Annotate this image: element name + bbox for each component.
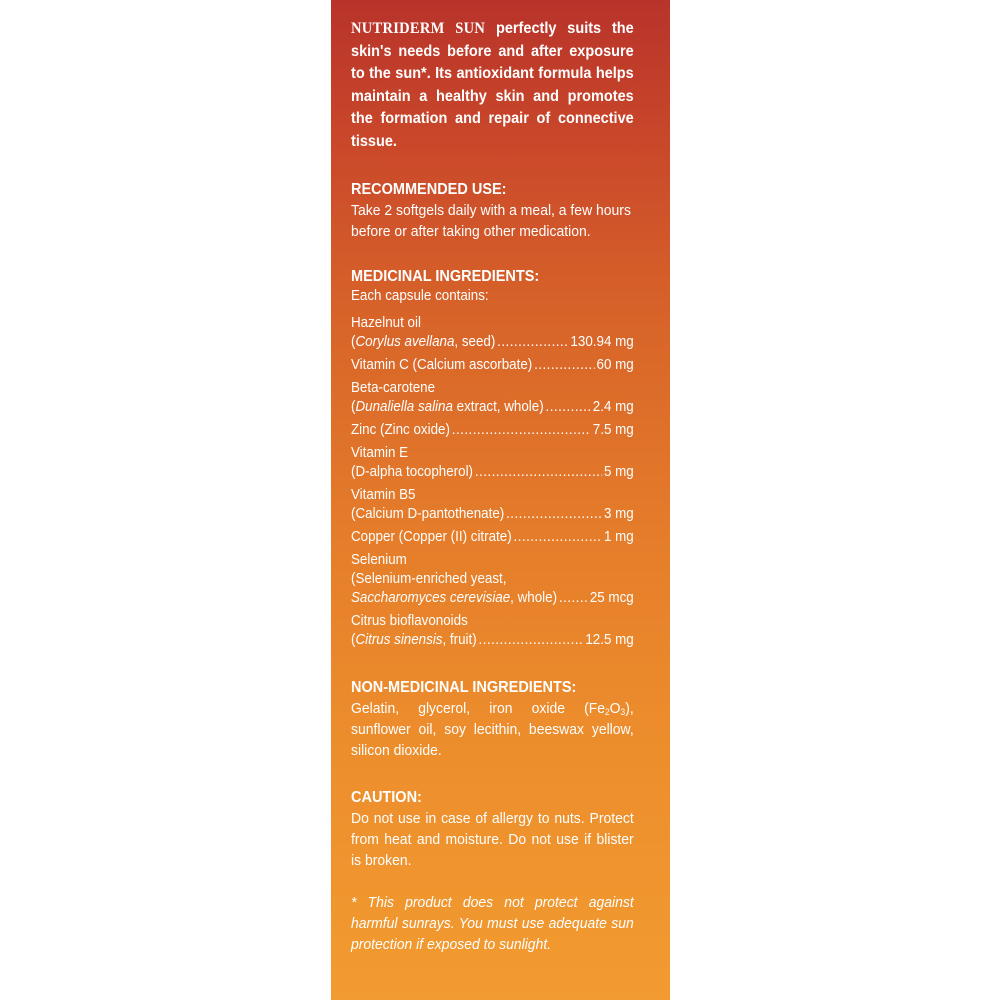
ingredient-line: [351, 421, 634, 440]
dot-leader: [506, 505, 602, 524]
caution-heading: CAUTION:: [351, 789, 422, 806]
panel-content: [351, 18, 634, 955]
ingredient-name: Citrus bioflavonoids: [351, 613, 468, 629]
ingredient-detail-text: (: [351, 399, 356, 415]
dot-leader: [559, 589, 588, 608]
ingredient-detail-text: (D-alpha tocopherol): [351, 464, 474, 480]
ingredient-amount: 130.94 mg: [570, 334, 634, 350]
caution-section: [351, 788, 634, 871]
ingredient-item: [351, 421, 634, 440]
ingredient-detail-text: (: [351, 334, 356, 350]
ingredient-name: Selenium: [351, 552, 407, 568]
ingredient-name: Beta-carotene: [351, 380, 436, 396]
ingredient-detail: [351, 505, 504, 524]
ingredient-latin-name: Saccharomyces cerevisiae: [351, 590, 511, 606]
medicinal-ingredients-heading: MEDICINAL INGREDIENTS:: [351, 268, 540, 285]
medicinal-ingredients-section: [351, 267, 634, 650]
ingredient-line: [351, 528, 634, 547]
ingredient-item: [351, 314, 634, 352]
recommended-use-heading: RECOMMENDED USE:: [351, 181, 507, 198]
ingredient-detail-text: Zinc (Zinc oxide): [351, 422, 450, 438]
ingredient-latin-name: Citrus sinensis: [355, 632, 443, 648]
dot-leader: [479, 631, 584, 650]
ingredient-amount: 60 mg: [596, 357, 634, 373]
non-medicinal-ingredients-section: [351, 678, 634, 761]
ingredient-detail: [351, 333, 495, 352]
medicinal-subheading: Each capsule contains:: [351, 288, 489, 304]
ingredient-line: [351, 505, 634, 524]
ingredient-amount: 25 mcg: [589, 590, 634, 606]
non-medicinal-heading: NON-MEDICINAL INGREDIENTS:: [351, 679, 577, 696]
ingredient-detail-text: , seed): [454, 334, 496, 350]
ingredient-item: [351, 356, 634, 375]
ingredient-item: [351, 379, 634, 417]
ingredient-line: [351, 589, 634, 608]
non-medicinal-text-part: Gelatin, glycerol, iron oxide (Fe: [351, 700, 606, 717]
dot-leader: [514, 528, 603, 547]
dot-leader: [534, 356, 595, 375]
ingredient-detail-text: , fruit): [442, 632, 477, 648]
ingredient-amount: 3 mg: [603, 506, 634, 522]
ingredient-line: [351, 333, 634, 352]
ingredient-name: (Selenium-enriched yeast,: [351, 571, 507, 587]
ingredient-item: [351, 612, 634, 650]
ingredient-detail-text: extract, whole): [452, 399, 544, 415]
recommended-use-text: Take 2 softgels daily with a meal, a few hours before or after taking other medication.: [351, 202, 631, 240]
subscript-3: 3: [620, 707, 626, 717]
ingredient-line: [351, 463, 634, 482]
ingredient-amount: 2.4 mg: [592, 399, 634, 415]
ingredient-item: [351, 528, 634, 547]
non-medicinal-text-part: O: [609, 700, 621, 717]
recommended-use-section: [351, 180, 634, 242]
ingredient-name: Vitamin B5: [351, 487, 416, 503]
footnote: * This product does not protect against harmful sunrays. You must use adequate sun protection if exposed to sunlight.: [351, 894, 634, 953]
non-medicinal-text: [351, 698, 634, 761]
non-medicinal-text-part: ), sunflower oil, soy lecithin, beeswax yellow, silicon dioxide.: [351, 700, 634, 759]
ingredient-item: [351, 444, 634, 482]
ingredient-detail: [351, 356, 532, 375]
ingredient-detail: [351, 421, 450, 440]
ingredient-amount: 1 mg: [603, 529, 634, 545]
ingredient-detail-text: , whole): [510, 590, 558, 606]
intro-paragraph: [351, 18, 634, 153]
ingredient-detail-text: (: [351, 632, 356, 648]
ingredient-line: [351, 356, 634, 375]
dot-leader: [546, 398, 591, 417]
subscript-2: 2: [605, 707, 610, 717]
ingredient-detail: [351, 528, 512, 547]
ingredient-latin-name: Dunaliella salina: [355, 399, 453, 415]
ingredient-amount: 5 mg: [603, 464, 634, 480]
ingredient-amount: 12.5 mg: [585, 632, 634, 648]
ingredient-detail-text: Vitamin C (Calcium ascorbate): [351, 357, 533, 373]
ingredient-name: Hazelnut oil: [351, 315, 421, 331]
ingredient-detail: [351, 398, 544, 417]
dot-leader: [452, 421, 591, 440]
ingredient-detail-text: (Calcium D-pantothenate): [351, 506, 505, 522]
ingredient-line: [351, 398, 634, 417]
ingredient-name: Vitamin E: [351, 445, 409, 461]
ingredient-amount: 7.5 mg: [592, 422, 634, 438]
brand-name: NUTRIDERM SUN: [351, 20, 486, 37]
ingredient-detail: [351, 631, 477, 650]
intro-text: perfectly suits the skin's needs before and after exposure to the sun*. Its antioxidant formula helps maintain a healthy skin and promotes the formation and repair of connective tissue.: [351, 20, 634, 150]
ingredient-list: [351, 314, 634, 650]
ingredient-detail: [351, 463, 473, 482]
ingredient-detail-text: Copper (Copper (II) citrate): [351, 529, 512, 545]
ingredient-latin-name: Corylus avellana: [355, 334, 455, 350]
caution-text: Do not use in case of allergy to nuts. Protect from heat and moisture. Do not use if blister is broken.: [351, 810, 634, 869]
ingredient-item: [351, 551, 634, 608]
ingredient-item: [351, 486, 634, 524]
ingredient-line: [351, 631, 634, 650]
dot-leader: [475, 463, 602, 482]
ingredient-detail: [351, 589, 557, 608]
dot-leader: [497, 333, 568, 352]
product-info-panel: [331, 0, 670, 1000]
